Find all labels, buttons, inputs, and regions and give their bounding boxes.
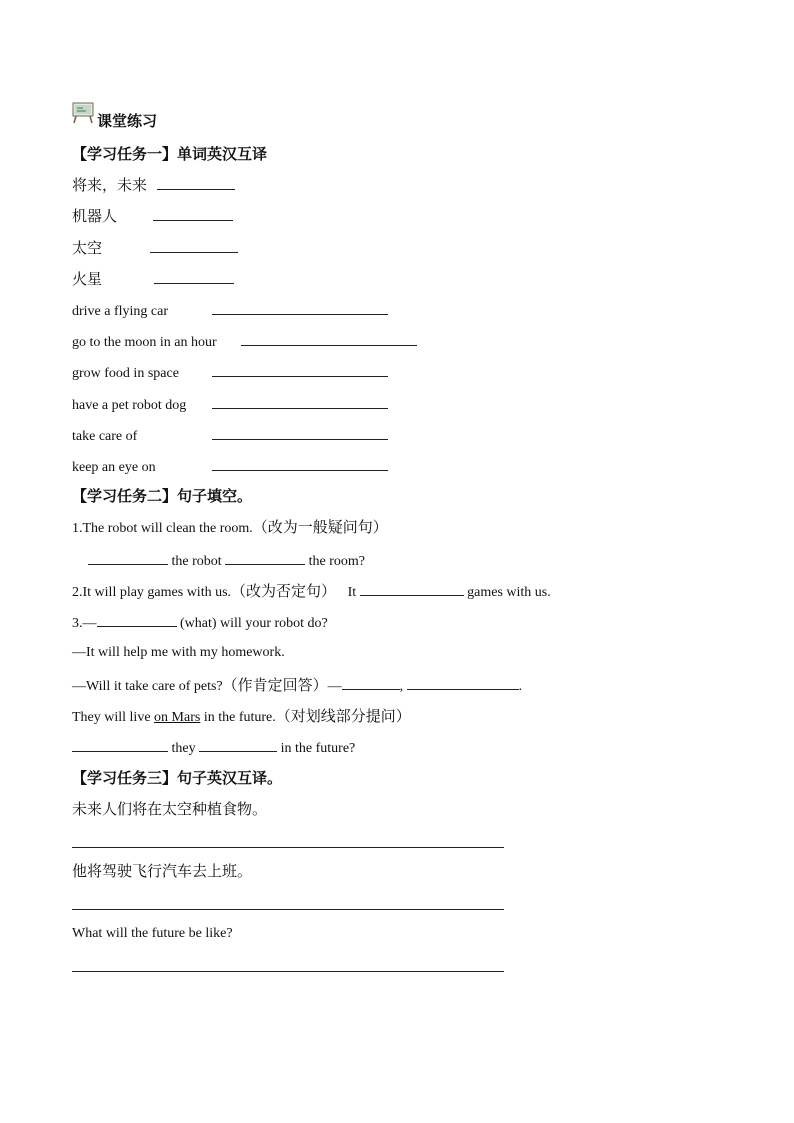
answer-blank[interactable] xyxy=(360,581,464,596)
answer-blank[interactable] xyxy=(241,331,417,346)
answer-blank[interactable] xyxy=(212,456,388,471)
question-3-answer: —It will help me with my homework. xyxy=(72,645,285,660)
task1-title: 【学习任务一】单词英汉互译 xyxy=(72,145,268,163)
answer-blank[interactable] xyxy=(212,300,388,315)
phrase-item: have a pet robot dog xyxy=(72,394,388,416)
answer-blank[interactable] xyxy=(225,550,305,565)
phrase-item: keep an eye on xyxy=(72,456,388,478)
answer-blank[interactable] xyxy=(72,737,168,752)
answer-blank[interactable] xyxy=(212,425,388,440)
question-5-answer: they in the future? xyxy=(72,737,355,759)
phrase-item: take care of xyxy=(72,425,388,447)
blackboard-icon xyxy=(72,102,94,124)
vocab-item: 将来，未来 xyxy=(72,175,235,195)
phrase-item: grow food in space xyxy=(72,362,388,384)
answer-blank[interactable] xyxy=(154,269,234,284)
vocab-item: 太空 xyxy=(72,238,238,258)
question-1-answer: the robot the room? xyxy=(88,550,365,572)
phrase-item: drive a flying car xyxy=(72,300,388,322)
question-3: 3.— (what) will your robot do? xyxy=(72,612,328,634)
translate-sentence-3: What will the future be like? xyxy=(72,926,233,941)
answer-blank[interactable] xyxy=(153,206,233,221)
answer-blank[interactable] xyxy=(407,675,519,690)
section-title: 课堂练习 xyxy=(97,112,158,130)
answer-blank[interactable] xyxy=(88,550,168,565)
answer-blank[interactable] xyxy=(150,238,238,253)
question-1: 1.The robot will clean the room.（改为一般疑问句） xyxy=(72,518,388,536)
answer-blank[interactable] xyxy=(97,612,177,627)
underlined-phrase: on Mars xyxy=(154,710,201,725)
answer-blank[interactable] xyxy=(212,362,388,377)
translate-sentence-1: 未来人们将在太空种植食物。 xyxy=(72,800,268,818)
answer-line[interactable] xyxy=(72,971,504,972)
answer-blank[interactable] xyxy=(199,737,277,752)
vocab-item: 火星 xyxy=(72,269,234,289)
answer-blank[interactable] xyxy=(342,675,400,690)
answer-line[interactable] xyxy=(72,909,504,910)
question-2: 2.It will play games with us.（改为否定句） It games with us. xyxy=(72,582,551,600)
vocab-item: 机器人 xyxy=(72,206,233,226)
answer-blank[interactable] xyxy=(157,175,235,190)
translate-sentence-2: 他将驾驶飞行汽车去上班。 xyxy=(72,862,253,880)
question-4: —Will it take care of pets?（作肯定回答）— , . xyxy=(72,676,523,694)
answer-blank[interactable] xyxy=(212,394,388,409)
phrase-item: go to the moon in an hour xyxy=(72,331,417,353)
question-5: They will live on Mars in the future.（对划线部分提问） xyxy=(72,707,411,725)
task3-title: 【学习任务三】句子英汉互译。 xyxy=(72,769,283,787)
task2-title: 【学习任务二】句子填空。 xyxy=(72,487,253,505)
answer-line[interactable] xyxy=(72,847,504,848)
